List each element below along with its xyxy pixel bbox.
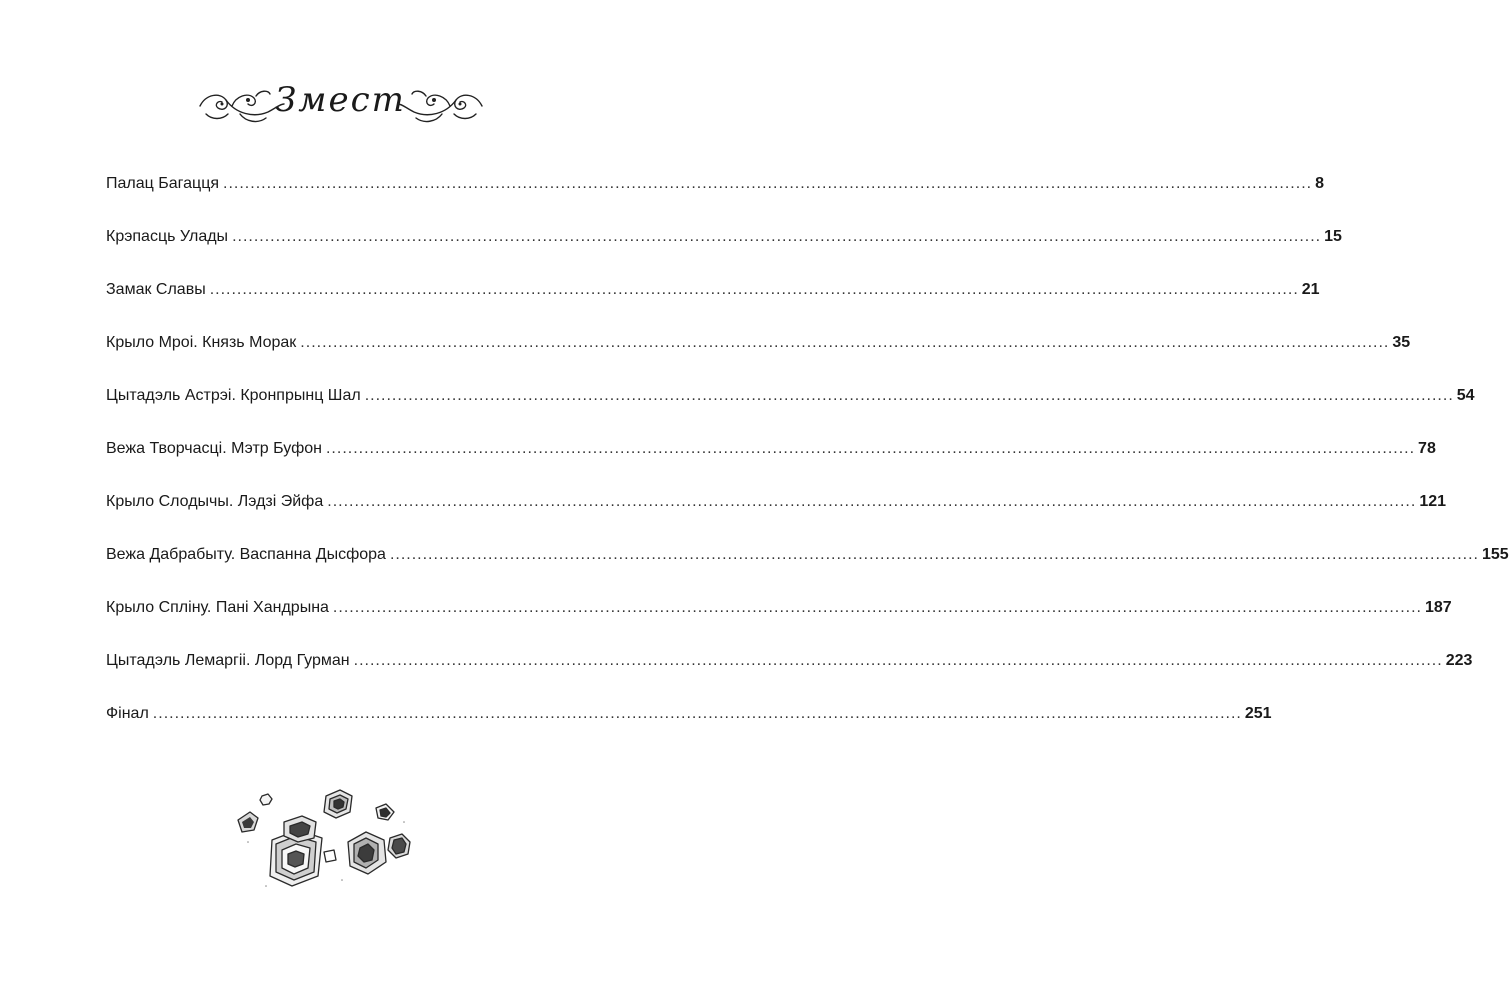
dot-leader: ........................................................................................................................................................................................................ bbox=[364, 387, 1454, 404]
toc-entry-title: Крэпасць Улады bbox=[106, 228, 229, 245]
toc-entry-title: Палац Багацця bbox=[106, 175, 220, 192]
dot-leader: ........................................................................................................................................................................................................ bbox=[300, 334, 1390, 351]
toc-entry-page-number: 121 bbox=[1419, 493, 1447, 510]
dot-leader: ........................................................................................................................................................................................................ bbox=[209, 281, 1299, 298]
toc-entry[interactable] bbox=[106, 223, 1342, 276]
toc-entry-title: Крыло Слодычы. Лэдзі Эйфа bbox=[106, 493, 324, 510]
toc-entry-title: Фiнал bbox=[106, 705, 149, 722]
toc-entry-title: Крыло Сплiну. Пані Хандрына bbox=[106, 599, 329, 616]
right-swirl-ornament-icon bbox=[396, 84, 486, 128]
table-of-contents bbox=[106, 170, 1509, 753]
toc-entry-page-number: 251 bbox=[1244, 705, 1272, 722]
toc-entry[interactable] bbox=[106, 647, 1473, 700]
toc-entry-page-number: 8 bbox=[1315, 175, 1324, 192]
toc-entry[interactable] bbox=[106, 329, 1411, 382]
crystals-illustration-icon bbox=[226, 782, 416, 902]
toc-entry[interactable] bbox=[106, 488, 1447, 541]
title-row bbox=[0, 78, 681, 138]
toc-entry-title: Цытадэль Астрэі. Кронпрынц Шал bbox=[106, 387, 361, 404]
toc-entry[interactable] bbox=[106, 382, 1475, 435]
dot-leader: ........................................................................................................................................................................................................ bbox=[332, 599, 1422, 616]
dot-leader: ........................................................................................................................................................................................................ bbox=[325, 440, 1416, 457]
toc-entry-page-number: 54 bbox=[1456, 387, 1475, 404]
toc-entry-title: Вежа Творчасці. Мэтр Буфон bbox=[106, 440, 322, 457]
toc-entry-title: Вежа Дабрабыту. Васпанна Дысфора bbox=[106, 546, 386, 563]
dot-leader: ........................................................................................................................................................................................................ bbox=[327, 493, 1417, 510]
toc-entry-page-number: 187 bbox=[1424, 599, 1452, 616]
toc-entry[interactable] bbox=[106, 594, 1452, 647]
dot-leader: ........................................................................................................................................................................................................ bbox=[232, 228, 1322, 245]
dot-leader: ........................................................................................................................................................................................................ bbox=[223, 175, 1313, 192]
toc-entry[interactable] bbox=[106, 541, 1509, 594]
toc-entry[interactable] bbox=[106, 276, 1320, 329]
toc-entry-title: Цытадэль Лемаргіі. Лорд Гурман bbox=[106, 652, 350, 669]
toc-entry[interactable] bbox=[106, 700, 1272, 753]
dot-leader: ........................................................................................................................................................................................................ bbox=[152, 705, 1242, 722]
toc-entry-page-number: 35 bbox=[1392, 334, 1411, 351]
toc-entry-page-number: 78 bbox=[1418, 440, 1436, 457]
toc-entry-title: Замак Славы bbox=[106, 281, 206, 298]
dot-leader: ........................................................................................................................................................................................................ bbox=[389, 546, 1479, 563]
toc-entry[interactable] bbox=[106, 435, 1436, 488]
toc-entry-page-number: 223 bbox=[1445, 652, 1473, 669]
page-title: Змест bbox=[275, 80, 406, 120]
dot-leader: ........................................................................................................................................................................................................ bbox=[353, 652, 1443, 669]
toc-entry-page-number: 21 bbox=[1301, 281, 1320, 298]
toc-entry-title: Крыло Мроі. Князь Морак bbox=[106, 334, 297, 351]
toc-entry[interactable] bbox=[106, 170, 1324, 223]
toc-entry-page-number: 15 bbox=[1324, 228, 1342, 245]
toc-entry-page-number: 155 bbox=[1482, 546, 1509, 563]
